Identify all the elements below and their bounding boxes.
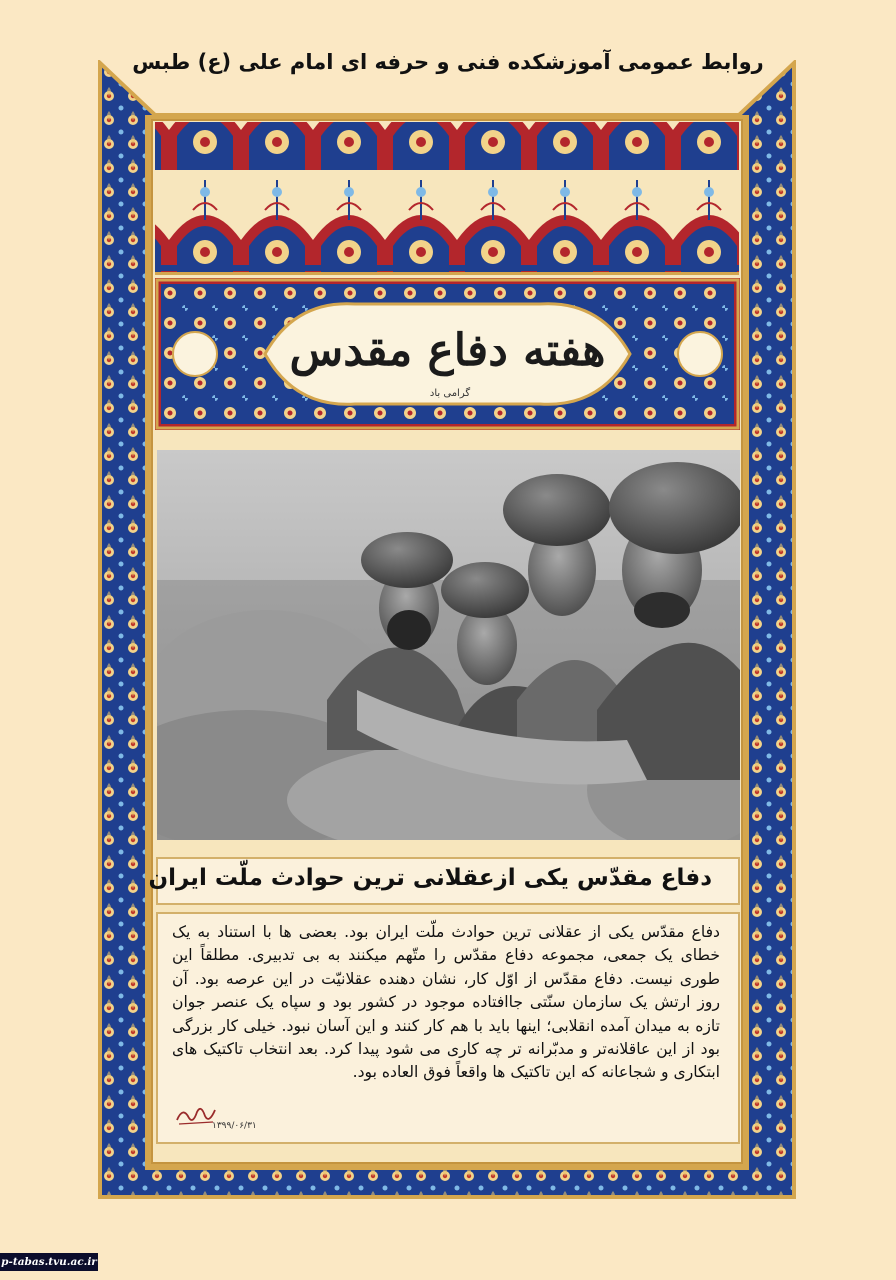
banner-subtitle: گرامی باد	[429, 388, 471, 399]
signature-date: ۱۳۹۹/۰۶/۳۱	[212, 1121, 257, 1131]
banner-calligraphy-title: هفته دفاع مقدس	[289, 325, 606, 376]
headline-box	[148, 857, 740, 905]
soldiers-photo	[157, 450, 740, 840]
article-box	[156, 912, 740, 1144]
article-headline: دفاع مقدّس یکی ازعقلانی ترین حوادث ملّت ایران	[148, 865, 712, 891]
footer-url[interactable]: p-tabas.tvu.ac.ir	[0, 1253, 98, 1271]
article-body: دفاع مقدّس یکی از عقلانی ترین حوادث ملّت ایران بود. بعضی ها با استناد به یک خطای یک جمعی، مجموعه دفاع مقدّس را متّهم میکنند به بی تدبیری. مطلقاً این طوری نیست. دفاع مقدّس از اوّل کار، نشان دهنده عقلانیّت در این عرصه بود. آن روز ارتش یک سازمان سنّتی جاافتاده موجود در کشور بود و سپاه یک عنصر جوان تازه به میدان آمده انقلابی؛ اینها باید با هم کار کنند و این آسان نبود. خیلی کار بزرگی بود از این عاقلانه‌تر و مدبّرانه تر چه کاری می شود پیدا کرد. بعد انتخاب تاکتیک های ابتکاری و شجاعانه که این تاکتیک ها واقعاً فوق العاده بود.	[172, 923, 720, 1082]
page-header-title: روابط عمومی آموزشکده فنی و حرفه ای امام علی (ع) طبس	[132, 50, 764, 74]
signature-mark	[175, 1102, 217, 1128]
